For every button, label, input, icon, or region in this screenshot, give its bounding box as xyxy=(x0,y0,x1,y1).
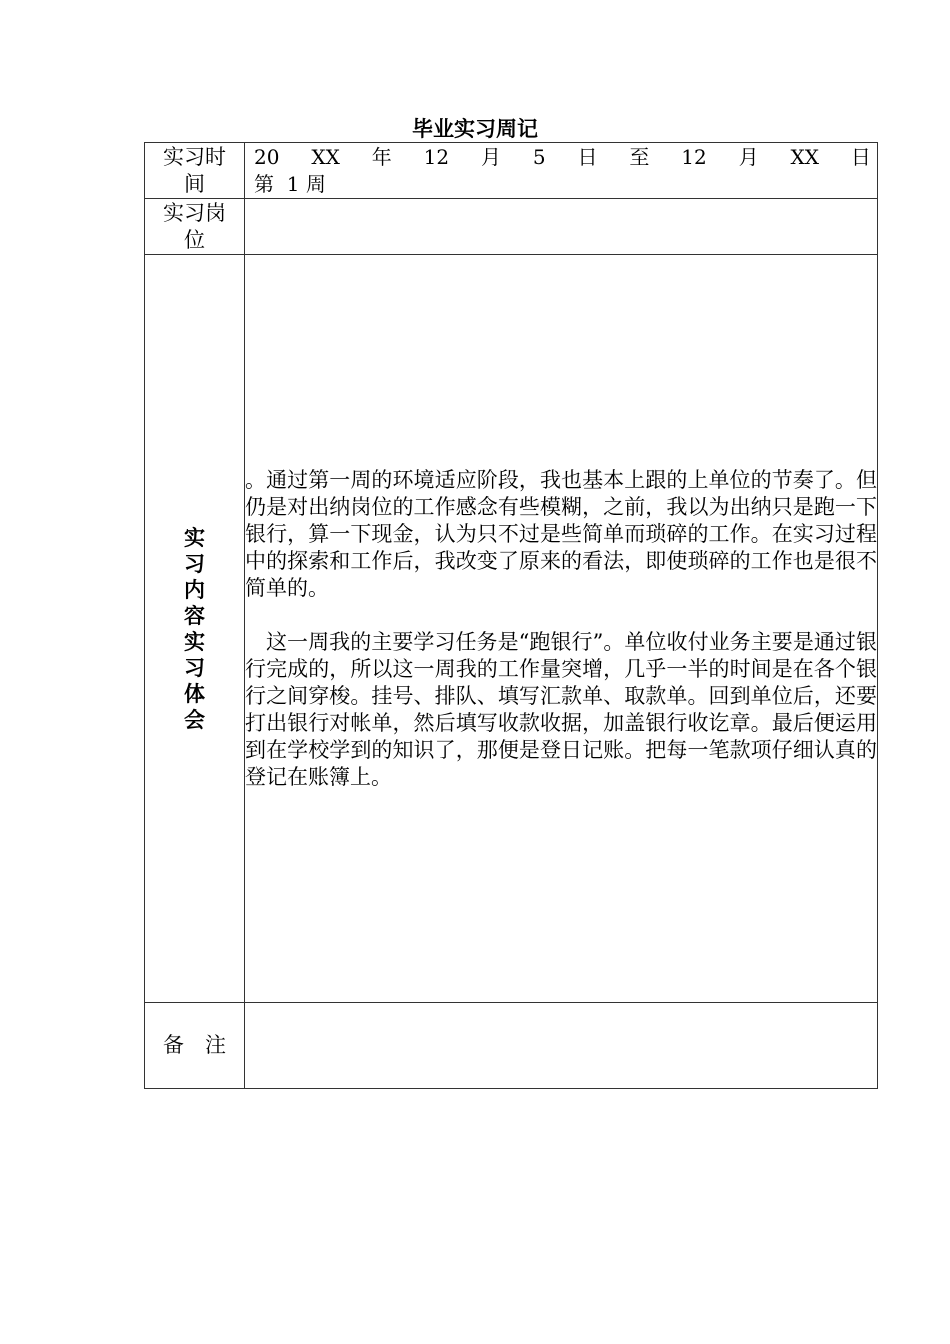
date-range-line xyxy=(254,144,871,171)
end-month-unit: 月 xyxy=(738,144,759,169)
to-text: 至 xyxy=(629,144,650,169)
content-paragraph: 。通过第一周的环境适应阶段，我也基本上跟的上单位的节奏了。但仍是对出纳岗位的工作感念有些模糊，之前，我以为出纳只是跑一下银行，算一下现金，认为只不过是些简单而琐碎的工作。在实习过程中的探索和工作后，我改变了原来的看法，即使琐碎的工作也是很不简单的。 xyxy=(245,467,877,600)
internship-time-label: 实习时间 xyxy=(163,144,226,196)
label-char: 实 xyxy=(184,629,205,654)
remark-row xyxy=(145,1003,878,1089)
internship-time-label-cell xyxy=(145,143,245,199)
start-day-unit: 日 xyxy=(577,144,598,169)
internship-time-row xyxy=(145,143,878,199)
start-month-unit: 月 xyxy=(480,144,501,169)
label-char: 实 xyxy=(184,525,205,550)
week-number: 1 xyxy=(286,171,300,196)
remark-label-cell xyxy=(145,1003,245,1089)
week-prefix: 第 xyxy=(254,171,274,196)
internship-post-value xyxy=(245,199,878,255)
internship-content-body xyxy=(245,255,878,1003)
document-title: 毕业实习周记 xyxy=(412,117,538,141)
start-month: 12 xyxy=(423,144,450,169)
end-month: 12 xyxy=(681,144,707,169)
internship-content-label xyxy=(145,525,244,733)
label-char: 内 xyxy=(184,577,205,602)
label-char: 习 xyxy=(184,655,205,680)
weekly-journal-table xyxy=(144,142,878,1089)
remark-value xyxy=(245,1003,878,1089)
end-day-unit: 日 xyxy=(850,144,871,169)
label-char: 体 xyxy=(184,681,205,706)
year-suffix: XX xyxy=(311,144,340,169)
label-char: 容 xyxy=(184,603,205,628)
year-unit: 年 xyxy=(371,144,392,169)
content-paragraph: 这一周我的主要学习任务是“跑银行”。单位收付业务主要是通过银行完成的，所以这一周我的工作量突增，几乎一半的时间是在各个银行之间穿梭。挂号、排队、填写汇款单、取款单。回到单位后，还要打出银行对帐单，然后填写收款收据，加盖银行收讫章。最后便运用到在学校学到的知识了，那便是登日记账。把每一笔款项仔细认真的登记在账簿上。 xyxy=(245,629,877,789)
week-unit: 周 xyxy=(305,171,326,196)
internship-time-value-cell xyxy=(245,143,878,199)
remark-label: 备 注 xyxy=(163,1033,226,1057)
label-char: 习 xyxy=(184,551,205,576)
internship-content-row xyxy=(145,255,878,1003)
end-day: XX xyxy=(790,144,819,169)
week-line xyxy=(254,171,871,198)
internship-post-label-cell xyxy=(145,199,245,255)
internship-content-label-cell xyxy=(145,255,245,1003)
start-day: 5 xyxy=(532,144,546,169)
label-char: 会 xyxy=(184,707,205,732)
internship-post-label: 实习岗位 xyxy=(163,200,226,252)
year-prefix: 20 xyxy=(254,144,280,169)
internship-post-row xyxy=(145,199,878,255)
